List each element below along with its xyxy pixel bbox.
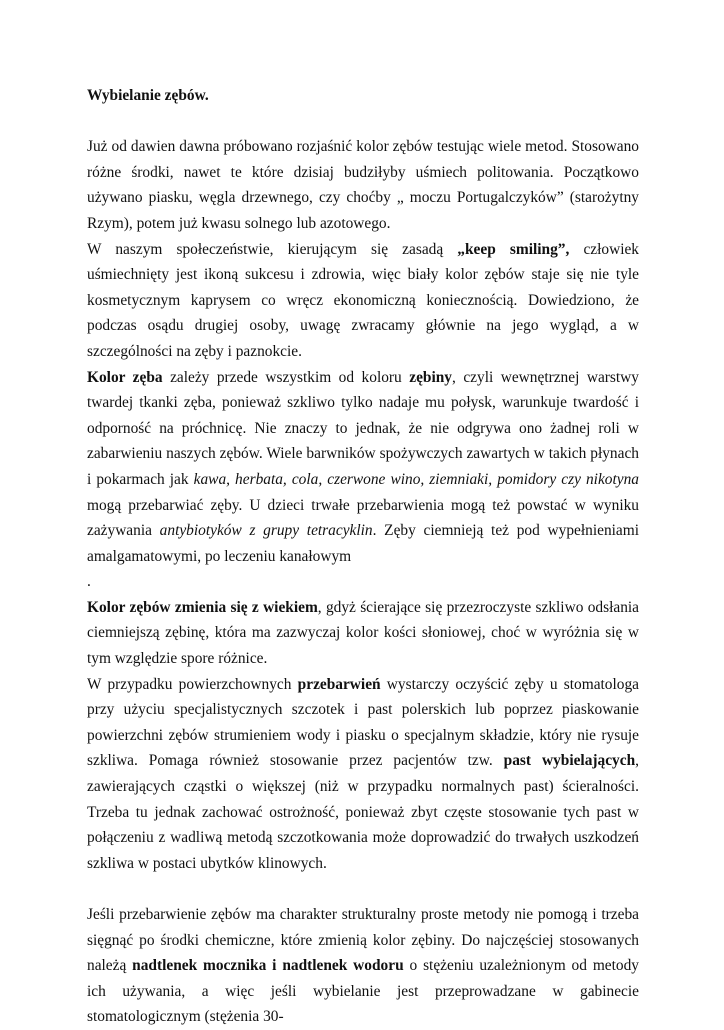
text-run: zależy przede wszystkim od koloru	[162, 368, 410, 386]
text-run: mogą przebarwiać zęby. U dzieci trwałe przebarwienia mogą też powstać w wyniku zażywania	[87, 496, 639, 540]
text-run: W przypadku powierzchownych	[87, 675, 298, 693]
text-run: człowiek uśmiechnięty jest ikoną sukcesu i zdrowia, więc biały kolor zębów staje się nie tyle kosmetycznym kaprysem co wręcz ekonomiczną koniecznością. Dowiedziono, że podczas osądu drugiej osoby, uwagę zwracamy głównie na jego wygląd, a w szczególności na zęby i paznokcie.	[87, 240, 639, 360]
paragraph-dot: .	[87, 573, 91, 591]
bold-whitening-paste: past wybielających	[503, 752, 636, 770]
bold-zebiny: zębiny	[409, 368, 452, 386]
paragraph-society	[87, 237, 639, 365]
text-run: W naszym społeczeństwie, kierującym się zasadą	[87, 240, 458, 258]
spacer	[87, 109, 639, 135]
paragraph-surface-stains	[87, 672, 639, 877]
paragraph-history: Już od dawien dawna próbowano rozjaśnić kolor zębów testując wiele metod. Stosowano różne środki, nawet te które dzisiaj budziłyby uśmiech politowania. Początkowo używano piasku, węgla drzewnego, czy choćby „ moczu Portugalczyków” (starożytny Rzym), potem już kwasu solnego lub azotowego.	[87, 138, 639, 232]
text-run: wystarczy oczyścić zęby u stomatologa przy użyciu specjalistycznych szczotek i past polerskich lub poprzez piaskowanie powierzchni zębów strumieniem wody i piasku o specjalnym składzie, który nie rysuje szkliwa. Pomaga również stosowanie przez pacjentów tzw.	[87, 675, 639, 770]
text-run: . Zęby ciemnieją też pod wypełnieniami amalgamatowymi, po leczeniu kanałowym	[87, 522, 639, 565]
paragraph-age	[87, 595, 639, 672]
text-run: Jeśli przebarwienie zębów ma charakter strukturalny proste metody nie pomogą i trzeba sięgnąć po środki chemiczne, które zmienią kolor zębiny. Do najczęściej stosowanych należą	[87, 906, 639, 975]
bold-kolor-zeba: Kolor zęba	[87, 368, 163, 386]
text-run: , czyli wewnętrznej warstwy twardej tkanki zęba, ponieważ szkliwo tylko nadaje mu połysk, warunkuje twardość i odporność na próchnicę. Nie znaczy to jednak, że nie odgrywa ono żadnej roli w zabarwieniu naszych zębów. Wiele barwników spożywczych zawartych w takich płynach i pokarmach jak	[87, 368, 639, 488]
bold-przebarwien: przebarwień	[297, 675, 381, 693]
italic-foods: kawa, herbata, cola, czerwone wino, ziemniaki, pomidory czy nikotyna	[193, 470, 639, 488]
paragraph-tooth-color	[87, 365, 639, 570]
text-run: , gdyż ścierające się przezroczyste szkliwo odsłania ciemniejszą zębinę, która ma zazwyczaj kolor kości słoniowej, choć w wyróżnia się w tym względzie spore różnice.	[87, 598, 640, 668]
bold-peroxides: nadtlenek mocznika i nadtlenek wodoru	[132, 957, 404, 975]
document-page	[87, 83, 639, 1030]
bold-keep-smiling: „keep smiling”,	[457, 240, 570, 258]
document-title: Wybielanie zębów.	[87, 87, 209, 104]
italic-antibiotics: antybiotyków z grupy tetracyklin	[159, 522, 373, 540]
spacer	[87, 876, 639, 902]
paragraph-chemical	[87, 902, 639, 1030]
text-run: , zawierających cząstki o większej (niż w przypadku normalnych past) ścieralności. Trzeba tu jednak zachować ostrożność, ponieważ zbyt częste stosowanie tych past w połączeniu z wadliwą metodą szczotkowania może doprowadzić do trwałych uszkodzeń szkliwa w postaci ubytków klinowych.	[87, 752, 639, 872]
bold-age: Kolor zębów zmienia się z wiekiem	[87, 598, 318, 616]
text-run: o stężeniu uzależnionym od metody ich używania, a więc jeśli wybielanie jest przeprowadzane w gabinecie stomatologicznym (stężenia 30-	[87, 957, 639, 1026]
